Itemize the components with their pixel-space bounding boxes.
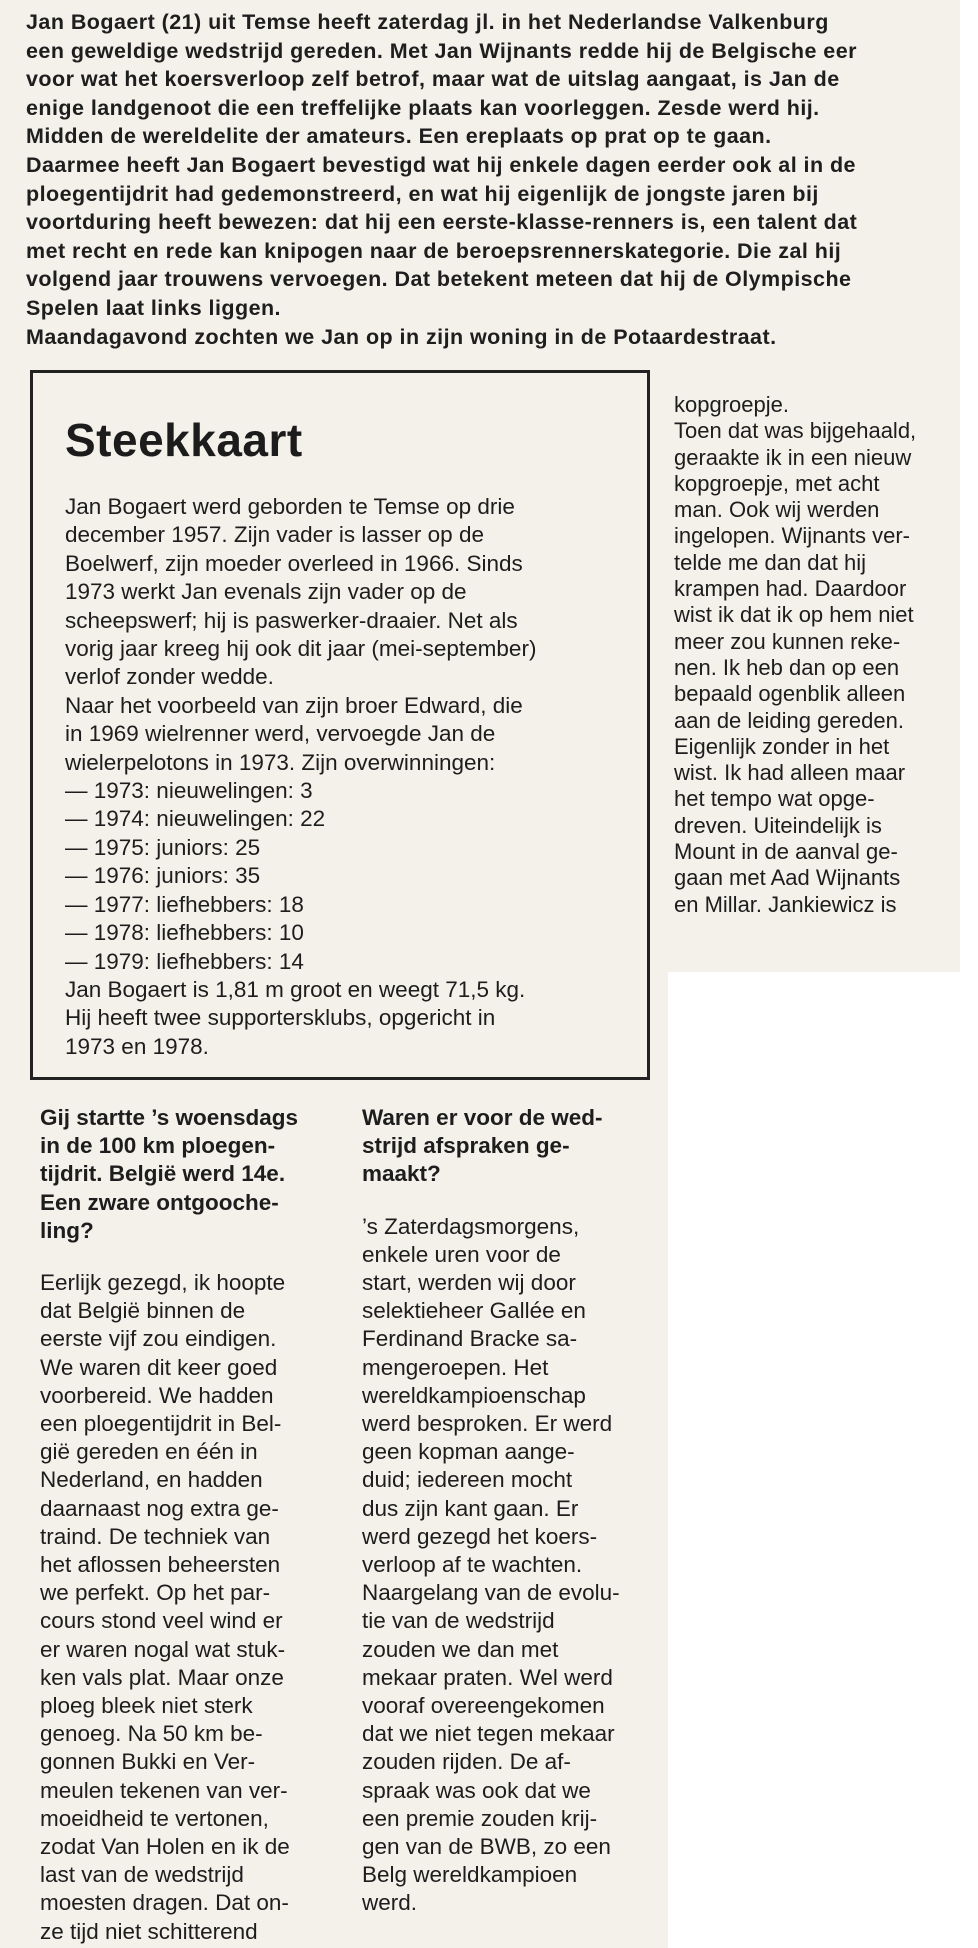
answer-line: gen van de BWB, zo een <box>362 1834 611 1860</box>
victory-list-item: — 1977: liefhebbers: 18 <box>65 891 304 917</box>
answer-line: ’s Zaterdagsmorgens, <box>362 1213 580 1239</box>
answer-line: gië gereden en één in <box>40 1439 258 1465</box>
steekkaart-line: verlof zonder wedde. <box>65 664 274 690</box>
answer-line: Eerlijk gezegd, ik hoopte <box>40 1270 286 1296</box>
column-line: dreven. Uiteindelijk is <box>674 812 882 838</box>
answer-line: enkele uren voor de <box>362 1241 561 1267</box>
answer-line: voorbereid. We hadden <box>40 1382 274 1408</box>
column-line: Eigenlijk zonder in het <box>674 733 890 759</box>
steekkaart-line: in 1969 wielrenner werd, vervoegde Jan de <box>65 721 496 747</box>
victory-list-item: — 1979: liefhebbers: 14 <box>65 948 304 974</box>
answer-line: een premie zouden krij- <box>362 1805 598 1831</box>
victory-list-item: — 1973: nieuwelingen: 3 <box>65 778 313 804</box>
column-line: geraakte ik in een nieuw <box>674 444 912 470</box>
steekkaart-line: vorig jaar kreeg hij ook dit jaar (mei-september) <box>65 636 537 662</box>
answer-line: werd besproken. Er werd <box>362 1411 613 1437</box>
answer-line: het aflossen beheersten <box>40 1552 281 1578</box>
steekkaart-line: Jan Bogaert is 1,81 m groot en weegt 71,5 kg. <box>65 976 526 1002</box>
column-line: nen. Ik heb dan op een <box>674 654 900 680</box>
answer-line: Naargelang van de evolu- <box>362 1580 620 1606</box>
answer-line: geen kopman aange- <box>362 1439 575 1465</box>
answer-line: een ploegentijdrit in Bel- <box>40 1411 282 1437</box>
question-line: tijdrit. België werd 14e. <box>40 1161 286 1187</box>
answer-line: traind. De techniek van <box>40 1523 271 1549</box>
column-line: het tempo wat opge- <box>674 786 875 812</box>
intro-line: Spelen laat links liggen. <box>26 295 281 320</box>
answer-line: verloop af te wachten. <box>362 1552 583 1578</box>
intro-line: met recht en rede kan knipogen naar de beroepsrennerskategorie. Die zal hij <box>26 238 842 263</box>
answer-line: moesten dragen. Dat on- <box>40 1890 289 1916</box>
answer-line: Belg wereldkampioen <box>362 1862 578 1888</box>
question-line: Een zware ontgooche- <box>40 1189 279 1215</box>
answer-line: zouden rijden. De af- <box>362 1749 571 1775</box>
intro-line: Daarmee heeft Jan Bogaert bevestigd wat hij enkele dagen eerder ook al in de <box>26 152 856 177</box>
intro-line: Maandagavond zochten we Jan op in zijn woning in de Potaardestraat. <box>26 324 777 349</box>
intro-line: Midden de wereldelite der amateurs. Een ereplaats op prat op te gaan. <box>26 124 772 149</box>
steekkaart-line: Hij heeft twee supportersklubs, opgericht in <box>65 1005 496 1031</box>
intro-line: volgend jaar trouwens vervoegen. Dat betekent meteen dat hij de Olympische <box>26 267 852 292</box>
victory-list-item: — 1975: juniors: 25 <box>65 834 261 860</box>
answer-line: dus zijn kant gaan. Er <box>362 1495 579 1521</box>
answer-line: we perfekt. Op het par- <box>40 1580 271 1606</box>
answer-line: ken vals plat. Maar onze <box>40 1664 284 1690</box>
intro-line: voor wat het koersverloop zelf betrof, maar wat de uitslag aangaat, is Jan de <box>26 67 840 92</box>
column-line: Mount in de aanval ge- <box>674 839 898 865</box>
column-line: aan de leiding gereden. <box>674 707 904 733</box>
answer-line: last van de wedstrijd <box>40 1862 244 1888</box>
column-line: gaan met Aad Wijnants <box>674 865 901 891</box>
answer-line: gonnen Bukki en Ver- <box>40 1749 256 1775</box>
answer-line: werd. <box>362 1890 418 1916</box>
answer-line: moeidheid te vertonen, <box>40 1805 269 1831</box>
answer-line: zouden we dan met <box>362 1636 559 1662</box>
column-line: en Millar. Jankiewicz is <box>674 891 897 917</box>
interview-column-left <box>40 1104 298 1946</box>
answer-line: er waren nogal wat stuk- <box>40 1636 286 1662</box>
answer-line: selektieheer Gallée en <box>362 1298 586 1324</box>
victory-list-item: — 1976: juniors: 35 <box>65 863 261 889</box>
scan-background-cutout <box>668 972 978 1948</box>
steekkaart-title: Steekkaart <box>65 414 303 466</box>
column-line: wist. Ik had alleen maar <box>674 760 906 786</box>
answer-line: werd gezegd het koers- <box>362 1523 598 1549</box>
steekkaart-body <box>65 493 665 1061</box>
column-line: meer zou kunnen reke- <box>674 628 901 654</box>
question-line: strijd afspraken ge- <box>362 1133 570 1159</box>
column-line: kopgroepje, met acht <box>674 470 880 496</box>
steekkaart-line: Jan Bogaert werd geborden te Temse op drie <box>65 494 515 519</box>
steekkaart-box <box>30 370 650 1080</box>
column-line: kopgroepje. <box>674 392 789 417</box>
answer-line: Ferdinand Bracke sa- <box>362 1326 578 1352</box>
column-line: Toen dat was bijgehaald, <box>674 418 917 444</box>
answer-line: daarnaast nog extra ge- <box>40 1495 279 1521</box>
interview-column-middle <box>362 1104 620 1918</box>
intro-line: enige landgenoot die een treffelijke plaats kan voorleggen. Zesde werd hij. <box>26 95 820 120</box>
column-line: ingelopen. Wijnants ver- <box>674 523 911 549</box>
answer-line: ze tijd niet schitterend <box>40 1918 258 1944</box>
intro-paragraph <box>26 8 972 351</box>
intro-line: voortduring heeft bewezen: dat hij een eerste-klasse-renners is, een talent dat <box>26 210 858 235</box>
answer-line: meulen tekenen van ver- <box>40 1777 288 1803</box>
answer-line: genoeg. Na 50 km be- <box>40 1721 263 1747</box>
steekkaart-line: Naar het voorbeeld van zijn broer Edward, die <box>65 692 523 718</box>
answer-line: dat we niet tegen mekaar <box>362 1721 615 1747</box>
intro-line: Jan Bogaert (21) uit Temse heeft zaterdag jl. in het Nederlandse Valkenburg <box>26 10 829 34</box>
steekkaart-line: 1973 werkt Jan evenals zijn vader op de <box>65 579 467 605</box>
answer-line: tie van de wedstrijd <box>362 1608 555 1634</box>
column-line: bepaald ogenblik alleen <box>674 681 906 707</box>
steekkaart-line: december 1957. Zijn vader is lasser op de <box>65 522 484 548</box>
answer-line: ploeg bleek niet sterk <box>40 1693 253 1719</box>
answer-line: vooraf overeengekomen <box>362 1693 605 1719</box>
answer-line: start, werden wij door <box>362 1270 576 1296</box>
question-line: Gij startte ’s woensdags <box>40 1105 298 1130</box>
column-line: telde me dan dat hij <box>674 549 867 575</box>
intro-line: ploegentijdrit had gedemonstreerd, en wat hij eigenlijk de jongste jaren bij <box>26 181 819 206</box>
column-line: krampen had. Daardoor <box>674 576 907 602</box>
answer-line: dat België binnen de <box>40 1298 246 1324</box>
answer-line: cours stond veel wind er <box>40 1608 283 1634</box>
answer-line: mekaar praten. Wel werd <box>362 1664 613 1690</box>
steekkaart-line: 1973 en 1978. <box>65 1033 209 1059</box>
victory-list-item: — 1978: liefhebbers: 10 <box>65 920 304 946</box>
answer-line: eerste vijf zou eindigen. <box>40 1326 277 1352</box>
steekkaart-line: Boelwerf, zijn moeder overleed in 1966. Sinds <box>65 550 523 576</box>
right-column-text <box>674 392 916 918</box>
answer-line: duid; iedereen mocht <box>362 1467 573 1493</box>
column-line: wist ik dat ik op hem niet <box>674 602 914 628</box>
answer-line: Nederland, en hadden <box>40 1467 263 1493</box>
answer-line: spraak was ook dat we <box>362 1777 591 1803</box>
answer-line: We waren dit keer goed <box>40 1354 278 1380</box>
question-line: in de 100 km ploegen- <box>40 1133 276 1159</box>
answer-line: zodat Van Holen en ik de <box>40 1834 290 1860</box>
question-line: ling? <box>40 1217 94 1243</box>
victory-list-item: — 1974: nieuwelingen: 22 <box>65 806 326 832</box>
question-line: maakt? <box>362 1161 441 1187</box>
column-line: man. Ook wij werden <box>674 497 880 523</box>
answer-line: wereldkampioenschap <box>362 1382 586 1408</box>
steekkaart-line: scheepswerf; hij is paswerker-draaier. Net als <box>65 607 518 633</box>
paragraph-gap <box>362 1189 620 1213</box>
paragraph-gap <box>40 1245 298 1269</box>
steekkaart-line: wielerpelotons in 1973. Zijn overwinningen: <box>65 749 496 775</box>
question-line: Waren er voor de wed- <box>362 1105 603 1130</box>
intro-line: een geweldige wedstrijd gereden. Met Jan Wijnants redde hij de Belgische eer <box>26 38 857 63</box>
answer-line: mengeroepen. Het <box>362 1354 549 1380</box>
